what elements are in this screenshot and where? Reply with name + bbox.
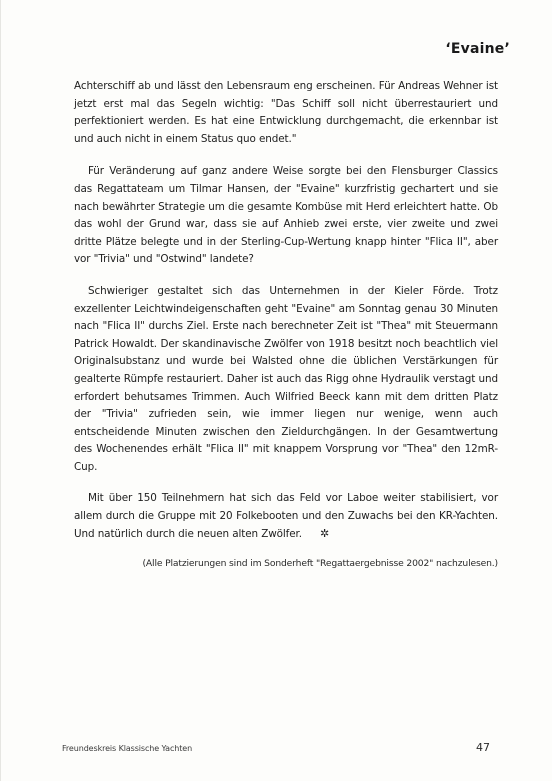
running-head-title: ‘Evaine’ bbox=[445, 41, 510, 57]
paragraph-4-text: Mit über 150 Teilnehmern hat sich das Feld vor Laboe weiter stabilisiert, vor allem durch die Gruppe mit 20 Folkebooten und den Zuwachs bei den KR-Yachten. Und natürlich durch die neuen alten Zwölfer. bbox=[74, 492, 498, 540]
footer-page-number: 47 bbox=[476, 741, 490, 754]
paragraph-4 bbox=[74, 490, 498, 543]
placement-note: (Alle Platzierungen sind im Sonderheft "Regattaergebnisse 2002" nachzulesen.) bbox=[142, 558, 498, 570]
article-body bbox=[74, 78, 498, 571]
end-mark-star-icon: ✲ bbox=[319, 526, 330, 540]
paragraph-3: Schwieriger gestaltet sich das Unternehmen in der Kieler Förde. Trotz exzellenter Leichtwindeigenschaften geht "Evaine" am Sonntag genau 30 Minuten nach "Flica II" durchs Ziel. Erste nach berechneter Zeit ist "Thea" mit Steuermann Patrick Howaldt. Der skandinavische Zwölfer von 1918 besitzt noch beachtlich viel Originalsubstanz und wurde bei Walsted ohne die üblichen Verstärkungen für gealterte Rümpfe restauriert. Daher ist auch das Rigg ohne Hydraulik verstagt und erfordert behutsames Trimmen. Auch Wilfried Beeck kann mit dem dritten Platz der "Trivia" zufrieden sein, wie immer liegen nur wenige, wenn auch entscheidende Minuten zwischen den Zieldurchgängen. In der Gesamtwertung des Wochenendes erhält "Flica II" mit knappem Vorsprung vor "Thea" den 12mR-Cup. bbox=[74, 284, 498, 473]
paragraph-1: Achterschiff ab und lässt den Lebensraum eng erscheinen. Für Andreas Wehner ist jetzt erst mal das Segeln wichtig: "Das Schiff soll nicht überrestauriert und perfektioniert werden. Es hat eine Entwicklung durchgemacht, die erkennbar ist und auch nicht in einem Status quo endet." bbox=[74, 80, 498, 145]
footer-publication: Freundeskreis Klassische Yachten bbox=[62, 744, 193, 753]
paragraph-2: Für Veränderung auf ganz andere Weise sorgte bei den Flensburger Classics das Regattateam um Tilmar Hansen, der "Evaine" kurzfristig gechartert und sie nach bewährter Strategie um die gesamte Kombüse mit Herd erleichtert hatte. Ob das wohl der Grund war, dass sie auf Anhieb zwei erste, vier zweite und zwei dritte Plätze belegte und in der Sterling-Cup-Wertung knapp hinter "Flica II", aber vor "Trivia" und "Ostwind" landete? bbox=[74, 165, 498, 266]
